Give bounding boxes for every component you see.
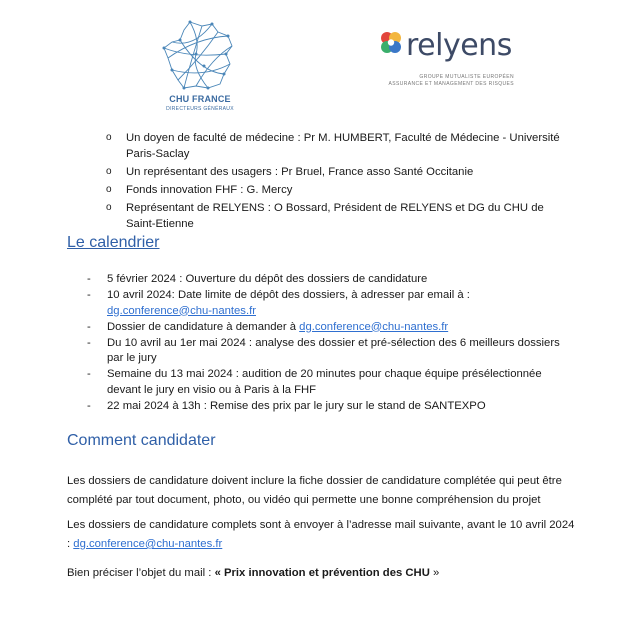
chu-france-logo — [152, 18, 248, 118]
relyens-wordmark: relyens — [406, 28, 512, 63]
relyens-tagline-1: GROUPE MUTUALISTE EUROPÉEN — [419, 74, 514, 80]
dash-bullet-icon: - — [87, 273, 91, 285]
apply-heading: Comment candidater — [67, 432, 216, 449]
email-link[interactable]: dg.conference@chu-nantes.fr — [107, 304, 256, 317]
list-item: o Un doyen de faculté de médecine : Pr M. HUMBERT, Faculté de Médecine - Université Paris-Saclay — [106, 132, 560, 160]
apply-paragraph-2: Les dossiers de candidature complets sont à envoyer à l’adresse mail suivante, avant le 10 avril 2024 : dg.conference@chu-nantes.fr — [67, 519, 575, 550]
dash-bullet-icon: - — [87, 320, 91, 333]
circle-bullet-icon: o — [106, 202, 112, 213]
prize-name: « Prix innovation et prévention des CHU — [214, 567, 430, 579]
relyens-tagline-2: ASSURANCE ET MANAGEMENT DES RISQUES — [388, 81, 514, 87]
circle-bullet-icon: o — [106, 184, 112, 195]
apply-paragraph-1: Les dossiers de candidature doivent inclure la fiche dossier de candidature complétée qui peut être complété par tout document, photo, ou vidéo qui permette une bonne compréhension du projet — [67, 475, 562, 506]
jury-list — [106, 130, 576, 234]
email-link[interactable]: dg.conference@chu-nantes.fr — [299, 320, 449, 333]
dash-bullet-icon: - — [87, 289, 91, 301]
circle-bullet-icon: o — [106, 166, 112, 177]
list-item: - 5 février 2024 : Ouverture du dépôt des dossiers de candidature — [107, 272, 577, 288]
list-item: - Semaine du 13 mai 2024 : audition de 20 minutes pour chaque équipe présélectionnée devant le jury en visio ou à Paris à la FHF — [87, 368, 542, 396]
relyens-petals-icon — [378, 30, 404, 56]
dash-bullet-icon: - — [87, 399, 91, 412]
apply-paragraph-3: Bien préciser l’objet du mail : « Prix innovation et prévention des CHU » — [67, 567, 440, 579]
list-item: o Un représentant des usagers : Pr Bruel, France asso Santé Occitanie — [106, 166, 474, 178]
list-item: - 10 avril 2024: Date limite de dépôt des dossiers, à adresser par email à : dg.conference@chu-nantes.fr — [87, 289, 470, 317]
email-link[interactable]: dg.conference@chu-nantes.fr — [73, 538, 223, 550]
calendar-heading: Le calendrier — [67, 234, 160, 251]
chu-france-title: CHU FRANCE — [169, 94, 231, 104]
dash-bullet-icon: - — [87, 368, 91, 380]
list-item: o Fonds innovation FHF : G. Mercy — [106, 184, 293, 196]
relyens-logo — [378, 24, 518, 94]
list-item: - Du 10 avril au 1er mai 2024 : analyse des dossier et pré-sélection des 6 meilleurs dossiers par le jury — [87, 336, 560, 364]
calendar-list — [87, 272, 577, 415]
france-map-network-icon — [160, 18, 240, 92]
dash-bullet-icon: - — [87, 336, 91, 349]
list-item: - 22 mai 2024 à 13h : Remise des prix par le jury sur le stand de SANTEXPO — [107, 399, 577, 415]
chu-france-subtitle: DIRECTEURS GÉNÉRAUX — [166, 106, 234, 112]
list-item: o Représentant de RELYENS : O Bossard, Président de RELYENS et DG du CHU de Saint-Etienne — [106, 202, 544, 230]
circle-bullet-icon: o — [106, 132, 112, 143]
list-item: - Dossier de candidature à demander à dg.conference@chu-nantes.fr — [107, 320, 577, 336]
